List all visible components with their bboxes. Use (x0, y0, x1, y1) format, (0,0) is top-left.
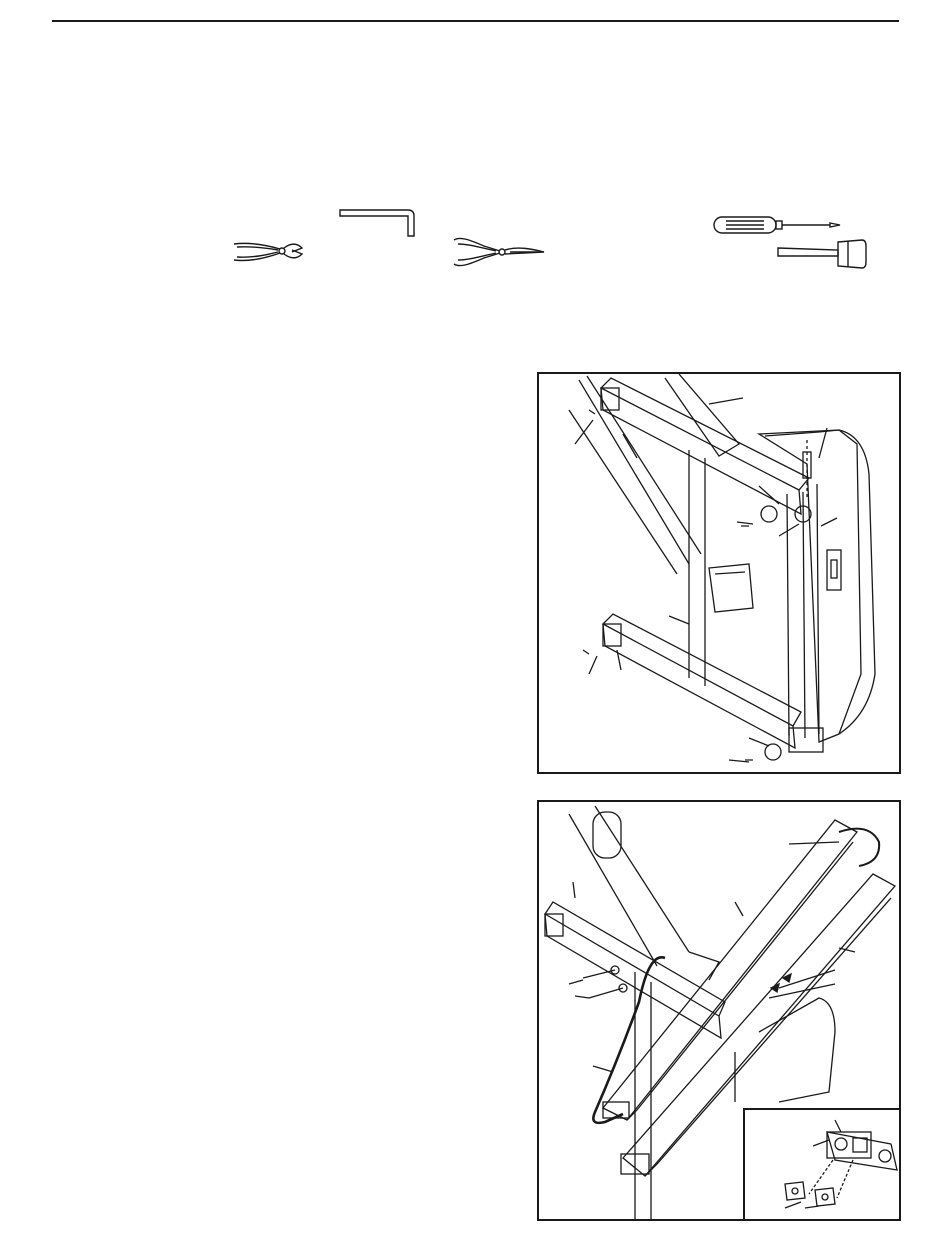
figure-upright-cross-bars (537, 800, 901, 1221)
diagonal-cutters-icon (232, 234, 304, 268)
screwdriver-icon (712, 214, 844, 236)
needlenose-pliers-icon (450, 234, 546, 270)
rubber-mallet-icon (776, 236, 868, 270)
endcap-bottom (603, 624, 621, 646)
figure-upright-frame (537, 372, 901, 774)
inset-endcap-detail (743, 1108, 901, 1221)
endcap-top (601, 388, 619, 410)
header-rule (52, 20, 899, 22)
hex-key-icon (338, 208, 418, 238)
